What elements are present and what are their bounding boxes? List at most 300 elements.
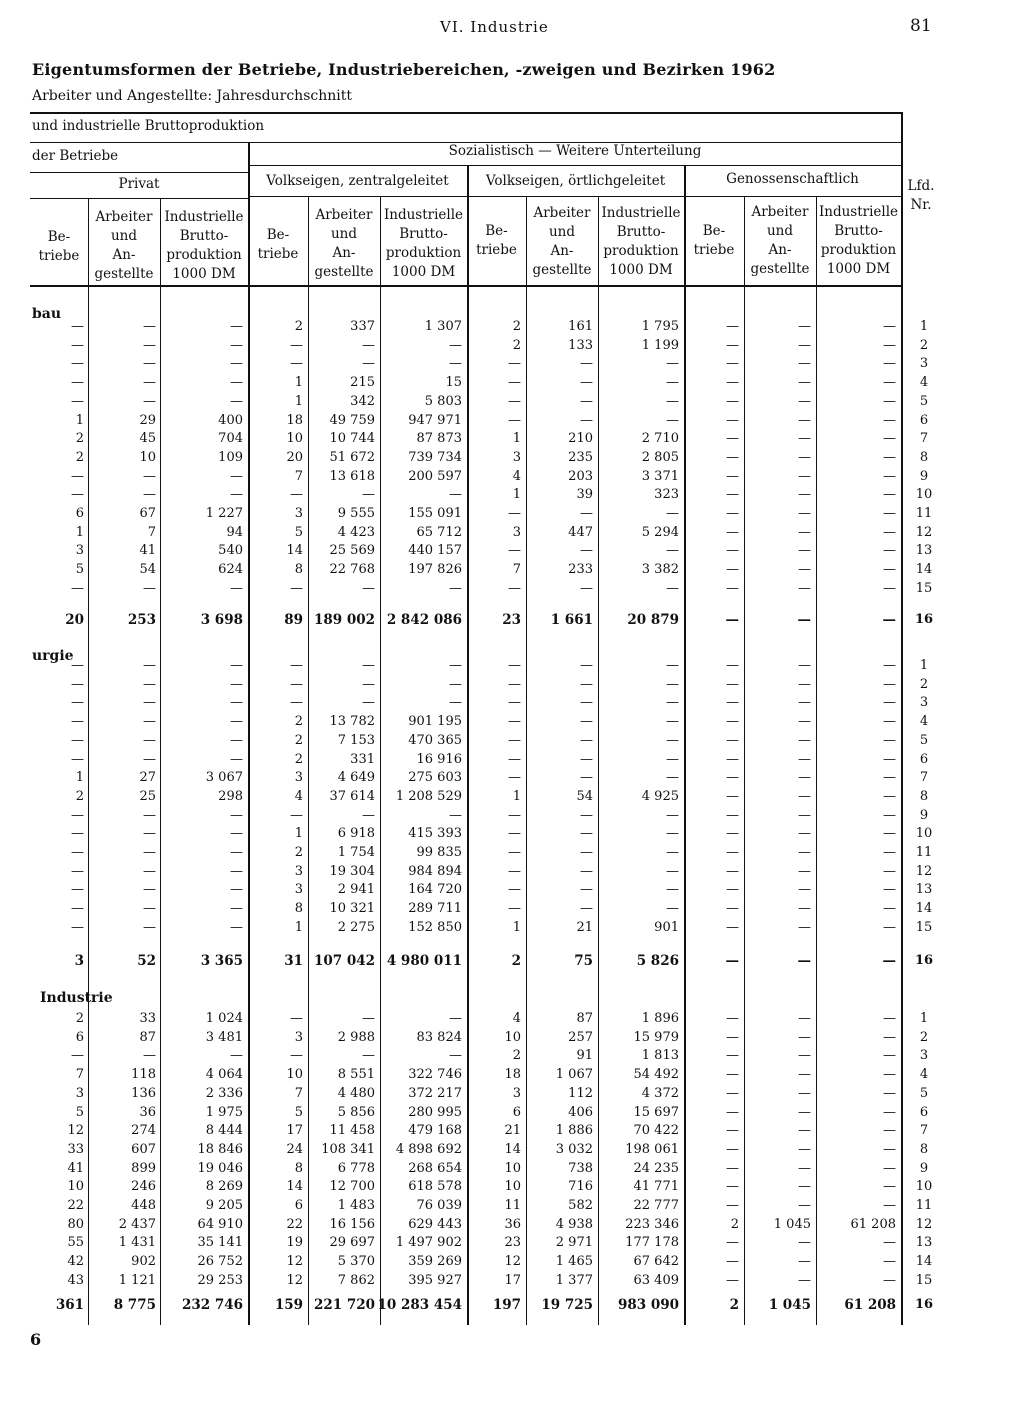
cell-oertlich-betriebe: —	[508, 356, 521, 372]
cell-oertlich-arbeiter: —	[580, 882, 593, 898]
cell-zentral-betriebe: 18	[286, 412, 303, 428]
cell-genoss-arbeiter: —	[798, 1067, 811, 1083]
cell-oertlich-betriebe: —	[508, 845, 521, 860]
header-rule-3	[248, 165, 902, 166]
cell-oertlich-arbeiter: —	[580, 543, 593, 559]
cell-genoss-arbeiter: —	[798, 1198, 811, 1213]
cell-zentral-betriebe: 12	[286, 1254, 303, 1270]
cell-privat-produktion: 1 975	[205, 1104, 243, 1120]
cell-zentral-produktion: 739 734	[408, 449, 462, 465]
cell-privat-produktion: —	[230, 676, 243, 692]
cell-privat-arbeiter: 1 121	[118, 1272, 156, 1288]
cell-oertlich-betriebe: 6	[512, 1104, 521, 1120]
cell-privat-produktion: 109	[218, 449, 243, 465]
cell-privat-produktion: 3 067	[205, 770, 243, 786]
cell-zentral-produktion: —	[449, 1011, 462, 1026]
cell-zentral-betriebe: 89	[284, 612, 303, 628]
cell-oertlich-produktion: 1 795	[641, 319, 679, 334]
cell-genoss-betriebe: —	[726, 1179, 739, 1195]
cell-oertlich-betriebe: 23	[504, 1235, 521, 1251]
cell-privat-arbeiter: 25	[139, 788, 156, 804]
lfd-nr: 14	[915, 1254, 933, 1270]
cell-privat-betriebe: 2	[75, 449, 84, 465]
cell-zentral-produktion: 87 873	[416, 431, 462, 447]
cell-privat-arbeiter: —	[143, 807, 156, 823]
cell-genoss-betriebe: —	[726, 1272, 739, 1288]
cell-zentral-arbeiter: 13 782	[329, 714, 375, 730]
cell-privat-produktion: 1 024	[205, 1011, 243, 1026]
cell-privat-betriebe: 42	[67, 1254, 84, 1270]
cell-privat-produktion: —	[230, 919, 243, 935]
cell-privat-produktion: 298	[218, 788, 243, 804]
cell-genoss-produktion: —	[883, 1272, 896, 1288]
cell-oertlich-produktion: —	[666, 882, 679, 898]
cell-zentral-produktion: 415 393	[408, 826, 462, 842]
colhead-oertlich-betriebe: Be- triebe	[476, 223, 517, 258]
cell-genoss-produktion: —	[883, 1104, 896, 1120]
cell-genoss-betriebe: —	[726, 845, 739, 860]
cell-oertlich-arbeiter: —	[580, 863, 593, 879]
cell-genoss-arbeiter: —	[798, 449, 811, 465]
cell-oertlich-arbeiter: —	[580, 580, 593, 596]
cell-oertlich-produktion: —	[666, 356, 679, 372]
cell-genoss-arbeiter: —	[798, 1141, 811, 1157]
colhead-zentral-betriebe: Be- triebe	[257, 227, 299, 262]
lfd-nr: 2	[919, 676, 929, 692]
cell-oertlich-betriebe: —	[508, 770, 521, 786]
cell-oertlich-arbeiter: 235	[568, 449, 593, 465]
cell-zentral-arbeiter: 13 618	[329, 468, 375, 484]
cell-genoss-betriebe: —	[726, 1011, 739, 1026]
cell-oertlich-arbeiter: —	[580, 770, 593, 786]
cell-genoss-produktion: —	[883, 524, 896, 540]
cell-privat-arbeiter: 246	[131, 1179, 156, 1195]
cell-oertlich-produktion: 67 642	[633, 1254, 679, 1270]
cell-oertlich-arbeiter: —	[580, 412, 593, 428]
cell-privat-arbeiter: 29	[139, 412, 156, 428]
cell-genoss-produktion: —	[883, 1123, 896, 1139]
cell-privat-arbeiter: —	[143, 580, 156, 596]
colhead-zentral-produktion: Industrielle Brutto- produktion 1000 DM	[383, 207, 464, 280]
lfd-nr: 15	[915, 580, 933, 596]
cell-oertlich-betriebe: 23	[502, 612, 521, 628]
lfd-nr: 3	[919, 356, 929, 372]
cell-genoss-arbeiter: —	[798, 1029, 811, 1045]
cell-genoss-arbeiter: —	[798, 580, 811, 596]
cell-privat-betriebe: 7	[75, 1067, 84, 1083]
cell-oertlich-betriebe: —	[508, 882, 521, 898]
running-head: VI. Industrie	[440, 18, 549, 36]
cell-oertlich-produktion: —	[666, 863, 679, 879]
cell-genoss-produktion: —	[883, 356, 896, 372]
col-sep-10	[744, 196, 745, 1325]
cell-zentral-produktion: 359 269	[408, 1254, 462, 1270]
cell-privat-betriebe: 3	[74, 953, 84, 969]
col-sep-1	[88, 198, 89, 1325]
cell-oertlich-produktion: 22 777	[633, 1198, 679, 1213]
cell-genoss-produktion: —	[883, 770, 896, 786]
cell-zentral-betriebe: —	[290, 676, 303, 692]
cell-zentral-betriebe: 8	[294, 562, 303, 578]
cell-privat-arbeiter: —	[143, 393, 156, 409]
cell-zentral-produktion: —	[449, 580, 462, 596]
cell-privat-betriebe: —	[71, 919, 84, 935]
lfd-nr: 2	[919, 1029, 929, 1045]
cell-zentral-betriebe: 7	[294, 468, 303, 484]
cell-zentral-betriebe: —	[290, 1011, 303, 1026]
cell-genoss-betriebe: —	[726, 506, 739, 521]
cell-oertlich-betriebe: 2	[512, 1048, 521, 1064]
cell-zentral-produktion: 947 971	[408, 412, 462, 428]
cell-zentral-betriebe: —	[290, 1048, 303, 1064]
cell-oertlich-arbeiter: 582	[568, 1198, 593, 1213]
cell-genoss-arbeiter: —	[798, 562, 811, 578]
cell-privat-betriebe: —	[71, 658, 84, 673]
cell-oertlich-produktion: —	[666, 393, 679, 409]
cell-privat-produktion: —	[230, 375, 243, 391]
cell-privat-arbeiter: —	[143, 468, 156, 484]
cell-zentral-arbeiter: —	[362, 1048, 375, 1064]
cell-oertlich-betriebe: 4	[512, 468, 521, 484]
cell-zentral-produktion: —	[449, 676, 462, 692]
cell-privat-arbeiter: —	[143, 695, 156, 711]
cell-oertlich-produktion: —	[666, 845, 679, 860]
cell-zentral-betriebe: 2	[294, 319, 303, 334]
cell-zentral-arbeiter: —	[362, 487, 375, 503]
cell-oertlich-arbeiter: 257	[568, 1029, 593, 1045]
cell-zentral-arbeiter: 5 856	[337, 1104, 375, 1120]
cell-genoss-arbeiter: —	[798, 543, 811, 559]
cell-privat-arbeiter: —	[143, 1048, 156, 1064]
cell-oertlich-betriebe: —	[508, 412, 521, 428]
cell-privat-produktion: —	[230, 658, 243, 673]
cell-oertlich-betriebe: 36	[504, 1216, 521, 1232]
cell-zentral-produktion: —	[449, 807, 462, 823]
cell-privat-betriebe: —	[71, 845, 84, 860]
cell-privat-betriebe: 3	[75, 543, 84, 559]
cell-oertlich-arbeiter: 1 465	[555, 1254, 593, 1270]
cell-zentral-produktion: 280 995	[408, 1104, 462, 1120]
cell-zentral-arbeiter: —	[362, 676, 375, 692]
cell-privat-produktion: —	[230, 1048, 243, 1064]
cell-oertlich-betriebe: —	[508, 676, 521, 692]
cell-privat-arbeiter: —	[143, 319, 156, 334]
cell-zentral-betriebe: 1	[294, 393, 303, 409]
cell-oertlich-arbeiter: 91	[576, 1048, 593, 1064]
cell-zentral-betriebe: 3	[294, 1029, 303, 1045]
cell-oertlich-produktion: 5 826	[636, 953, 679, 969]
cell-genoss-produktion: —	[883, 807, 896, 823]
cell-genoss-produktion: —	[883, 375, 896, 391]
cell-zentral-produktion: 99 835	[416, 845, 462, 860]
cell-zentral-produktion: 479 168	[408, 1123, 462, 1139]
cell-privat-betriebe: —	[71, 375, 84, 391]
header-rule-privat-bottom	[30, 198, 248, 199]
cell-genoss-produktion: —	[883, 901, 896, 917]
lfd-nr: 7	[919, 431, 929, 447]
lfd-nr: 3	[919, 695, 929, 711]
lfd-nr: 3	[919, 1048, 929, 1064]
cell-genoss-betriebe: —	[726, 1141, 739, 1157]
cell-zentral-betriebe: 1	[294, 919, 303, 935]
cell-privat-produktion: 704	[218, 431, 243, 447]
cell-zentral-arbeiter: 108 341	[321, 1141, 375, 1157]
cell-zentral-produktion: 268 654	[408, 1160, 462, 1176]
cell-genoss-produktion: —	[883, 1179, 896, 1195]
cell-privat-arbeiter: 253	[127, 612, 156, 628]
section-title: bau	[32, 306, 62, 322]
cell-genoss-produktion: —	[883, 882, 896, 898]
cell-genoss-arbeiter: 1 045	[773, 1216, 811, 1232]
cell-oertlich-arbeiter: —	[580, 676, 593, 692]
cell-genoss-produktion: —	[883, 863, 896, 879]
cell-genoss-produktion: —	[883, 1085, 896, 1101]
cell-oertlich-produktion: —	[666, 412, 679, 428]
cell-privat-arbeiter: 41	[139, 543, 156, 559]
colhead-oertlich-produktion: Industrielle Brutto- produktion 1000 DM	[601, 205, 681, 278]
cell-oertlich-produktion: —	[666, 807, 679, 823]
cell-oertlich-arbeiter: 75	[574, 953, 593, 969]
cell-zentral-produktion: 395 927	[408, 1272, 462, 1288]
cell-zentral-arbeiter: 10 321	[329, 901, 375, 917]
cell-privat-produktion: 400	[218, 412, 243, 428]
cell-privat-betriebe: 5	[75, 1104, 84, 1120]
cell-oertlich-betriebe: —	[508, 732, 521, 748]
cell-oertlich-produktion: 901	[654, 919, 679, 935]
cell-zentral-produktion: 1 208 529	[395, 788, 462, 804]
lfd-nr: 7	[919, 1123, 929, 1139]
cell-zentral-arbeiter: 22 768	[329, 562, 375, 578]
cell-zentral-produktion: 1 497 902	[395, 1235, 462, 1251]
cell-oertlich-betriebe: —	[508, 901, 521, 917]
cell-oertlich-arbeiter: 19 725	[541, 1297, 593, 1313]
cell-oertlich-produktion: —	[666, 375, 679, 391]
cell-zentral-produktion: 372 217	[408, 1085, 462, 1101]
cell-zentral-betriebe: 19	[286, 1235, 303, 1251]
col-sep-11	[816, 196, 817, 1325]
cell-zentral-betriebe: 3	[294, 770, 303, 786]
cell-genoss-produktion: —	[882, 953, 896, 969]
cell-zentral-produktion: 470 365	[408, 732, 462, 748]
cell-oertlich-betriebe: —	[508, 580, 521, 596]
cell-oertlich-betriebe: —	[508, 393, 521, 409]
cell-zentral-produktion: 200 597	[408, 468, 462, 484]
cell-zentral-produktion: 901 195	[408, 714, 462, 730]
cell-privat-arbeiter: 33	[139, 1011, 156, 1026]
cell-genoss-betriebe: —	[726, 1104, 739, 1120]
cell-oertlich-produktion: 3 382	[641, 562, 679, 578]
cell-genoss-produktion: —	[883, 580, 896, 596]
cell-genoss-arbeiter: —	[797, 612, 811, 628]
cell-genoss-arbeiter: —	[798, 845, 811, 860]
cell-privat-betriebe: —	[71, 882, 84, 898]
cell-privat-produktion: 8 444	[205, 1123, 243, 1139]
lfd-nr: 6	[919, 412, 929, 428]
cell-oertlich-produktion: —	[666, 658, 679, 673]
cell-oertlich-betriebe: 197	[492, 1297, 521, 1313]
cell-oertlich-produktion: 1 813	[641, 1048, 679, 1064]
cell-oertlich-produktion: —	[666, 826, 679, 842]
cell-genoss-produktion: 61 208	[844, 1297, 896, 1313]
cell-genoss-betriebe: —	[726, 658, 739, 673]
cell-privat-produktion: —	[230, 319, 243, 334]
cell-genoss-produktion: —	[883, 751, 896, 767]
cell-genoss-arbeiter: —	[798, 337, 811, 353]
cell-zentral-betriebe: —	[290, 337, 303, 353]
lfd-nr: 1	[919, 1011, 929, 1026]
cell-privat-betriebe: 12	[67, 1123, 84, 1139]
cell-privat-produktion: —	[230, 393, 243, 409]
cell-zentral-betriebe: —	[290, 807, 303, 823]
cell-zentral-produktion: 275 603	[408, 770, 462, 786]
cell-genoss-betriebe: —	[726, 1048, 739, 1064]
cell-privat-produktion: 3 481	[205, 1029, 243, 1045]
cell-genoss-produktion: —	[883, 412, 896, 428]
cell-privat-arbeiter: —	[143, 676, 156, 692]
cell-privat-betriebe: —	[71, 676, 84, 692]
cell-oertlich-arbeiter: 1 377	[555, 1272, 593, 1288]
cell-zentral-produktion: 83 824	[416, 1029, 462, 1045]
cell-genoss-arbeiter: —	[798, 919, 811, 935]
cell-zentral-betriebe: 1	[294, 375, 303, 391]
cell-genoss-betriebe: —	[726, 807, 739, 823]
colhead-privat-arbeiter: Arbeiter und An- gestellte	[94, 209, 154, 282]
cell-privat-betriebe: 5	[75, 562, 84, 578]
cell-oertlich-arbeiter: 1 067	[555, 1067, 593, 1083]
cell-zentral-betriebe: 2	[294, 751, 303, 767]
cell-privat-arbeiter: —	[143, 658, 156, 673]
lfd-nr: 6	[919, 1104, 929, 1120]
cell-oertlich-produktion: —	[666, 901, 679, 917]
cell-zentral-produktion: —	[449, 695, 462, 711]
cell-oertlich-produktion: —	[666, 506, 679, 521]
cell-privat-betriebe: 2	[75, 431, 84, 447]
cell-zentral-betriebe: 31	[284, 953, 303, 969]
cell-privat-betriebe: 43	[67, 1272, 84, 1288]
lfd-nr: 15	[915, 1272, 933, 1288]
cell-privat-arbeiter: —	[143, 337, 156, 353]
cell-oertlich-arbeiter: —	[580, 714, 593, 730]
cell-oertlich-betriebe: 12	[504, 1254, 521, 1270]
header-rule-privat-top	[30, 172, 248, 173]
cell-oertlich-arbeiter: —	[580, 356, 593, 372]
colhead-genoss-arbeiter: Arbeiter und An- gestellte	[750, 204, 810, 277]
cell-privat-produktion: —	[230, 356, 243, 372]
cell-genoss-betriebe: —	[726, 919, 739, 935]
cell-oertlich-produktion: 5 294	[641, 524, 679, 540]
cell-privat-produktion: —	[230, 695, 243, 711]
cell-oertlich-betriebe: —	[508, 658, 521, 673]
cell-privat-arbeiter: 899	[131, 1160, 156, 1176]
cell-oertlich-arbeiter: 233	[568, 562, 593, 578]
cell-genoss-produktion: —	[883, 676, 896, 692]
cell-oertlich-arbeiter: 133	[568, 337, 593, 353]
cell-privat-betriebe: —	[71, 356, 84, 372]
cell-genoss-arbeiter: —	[798, 863, 811, 879]
cell-privat-arbeiter: 607	[131, 1141, 156, 1157]
cell-zentral-betriebe: —	[290, 658, 303, 673]
cell-oertlich-arbeiter: 161	[568, 319, 593, 334]
cell-oertlich-arbeiter: —	[580, 845, 593, 860]
cell-oertlich-produktion: 3 371	[641, 468, 679, 484]
cell-privat-arbeiter: —	[143, 356, 156, 372]
cell-genoss-betriebe: —	[726, 676, 739, 692]
cell-zentral-arbeiter: —	[362, 1011, 375, 1026]
cell-genoss-arbeiter: —	[798, 506, 811, 521]
cell-oertlich-betriebe: —	[508, 375, 521, 391]
cell-genoss-betriebe: —	[726, 562, 739, 578]
cell-privat-betriebe: 41	[67, 1160, 84, 1176]
cell-oertlich-arbeiter: —	[580, 901, 593, 917]
cell-zentral-arbeiter: 189 002	[313, 612, 375, 628]
cell-genoss-produktion: —	[883, 1235, 896, 1251]
cell-genoss-produktion: —	[883, 393, 896, 409]
cell-privat-produktion: —	[230, 580, 243, 596]
cell-genoss-produktion: —	[883, 1198, 896, 1213]
cell-oertlich-produktion: —	[666, 770, 679, 786]
cell-privat-arbeiter: —	[143, 714, 156, 730]
cell-zentral-arbeiter: 16 156	[329, 1216, 375, 1232]
cell-genoss-produktion: —	[883, 487, 896, 503]
cell-genoss-arbeiter: —	[798, 770, 811, 786]
cell-zentral-betriebe: 3	[294, 882, 303, 898]
cell-oertlich-betriebe: —	[508, 751, 521, 767]
cell-genoss-produktion: —	[883, 788, 896, 804]
cell-privat-betriebe: 33	[67, 1141, 84, 1157]
cell-zentral-arbeiter: 7 153	[337, 732, 375, 748]
cell-zentral-arbeiter: 6 918	[337, 826, 375, 842]
lfd-nr: 15	[915, 919, 933, 935]
cell-privat-produktion: —	[230, 807, 243, 823]
cell-oertlich-arbeiter: —	[580, 751, 593, 767]
cell-genoss-betriebe: —	[726, 431, 739, 447]
cell-zentral-arbeiter: 4 480	[337, 1085, 375, 1101]
lfd-nr: 11	[915, 506, 933, 521]
cell-zentral-produktion: 2 842 086	[386, 612, 462, 628]
cell-zentral-arbeiter: 2 275	[337, 919, 375, 935]
cell-privat-arbeiter: 45	[139, 431, 156, 447]
cell-genoss-produktion: —	[883, 337, 896, 353]
cell-zentral-arbeiter: 25 569	[329, 543, 375, 559]
lfd-nr: 11	[915, 1198, 933, 1213]
cell-genoss-betriebe: —	[726, 412, 739, 428]
cell-oertlich-betriebe: 1	[512, 919, 521, 935]
cell-genoss-produktion: —	[883, 714, 896, 730]
cell-oertlich-betriebe: 10	[504, 1029, 521, 1045]
cell-zentral-betriebe: 14	[286, 1179, 303, 1195]
cell-zentral-produktion: 440 157	[408, 543, 462, 559]
cell-genoss-betriebe: —	[726, 714, 739, 730]
lfd-nr: 1	[919, 658, 929, 673]
cell-oertlich-betriebe: 2	[512, 337, 521, 353]
cell-zentral-produktion: 618 578	[408, 1179, 462, 1195]
cell-privat-arbeiter: 8 775	[113, 1297, 156, 1313]
cell-oertlich-betriebe: 2	[512, 319, 521, 334]
section-title: urgie	[32, 648, 74, 664]
privat-separator	[248, 142, 250, 1325]
cell-zentral-arbeiter: 4 423	[337, 524, 375, 540]
cell-privat-arbeiter: 87	[139, 1029, 156, 1045]
cell-zentral-arbeiter: 215	[350, 375, 375, 391]
cell-oertlich-produktion: 15 697	[633, 1104, 679, 1120]
cell-genoss-arbeiter: —	[798, 1011, 811, 1026]
cell-zentral-arbeiter: 10 744	[329, 431, 375, 447]
lfd-nr: 13	[915, 1235, 933, 1251]
cell-privat-arbeiter: 67	[139, 506, 156, 521]
cell-oertlich-betriebe: —	[508, 695, 521, 711]
cell-privat-produktion: 3 698	[200, 612, 243, 628]
cell-oertlich-betriebe: 7	[512, 562, 521, 578]
